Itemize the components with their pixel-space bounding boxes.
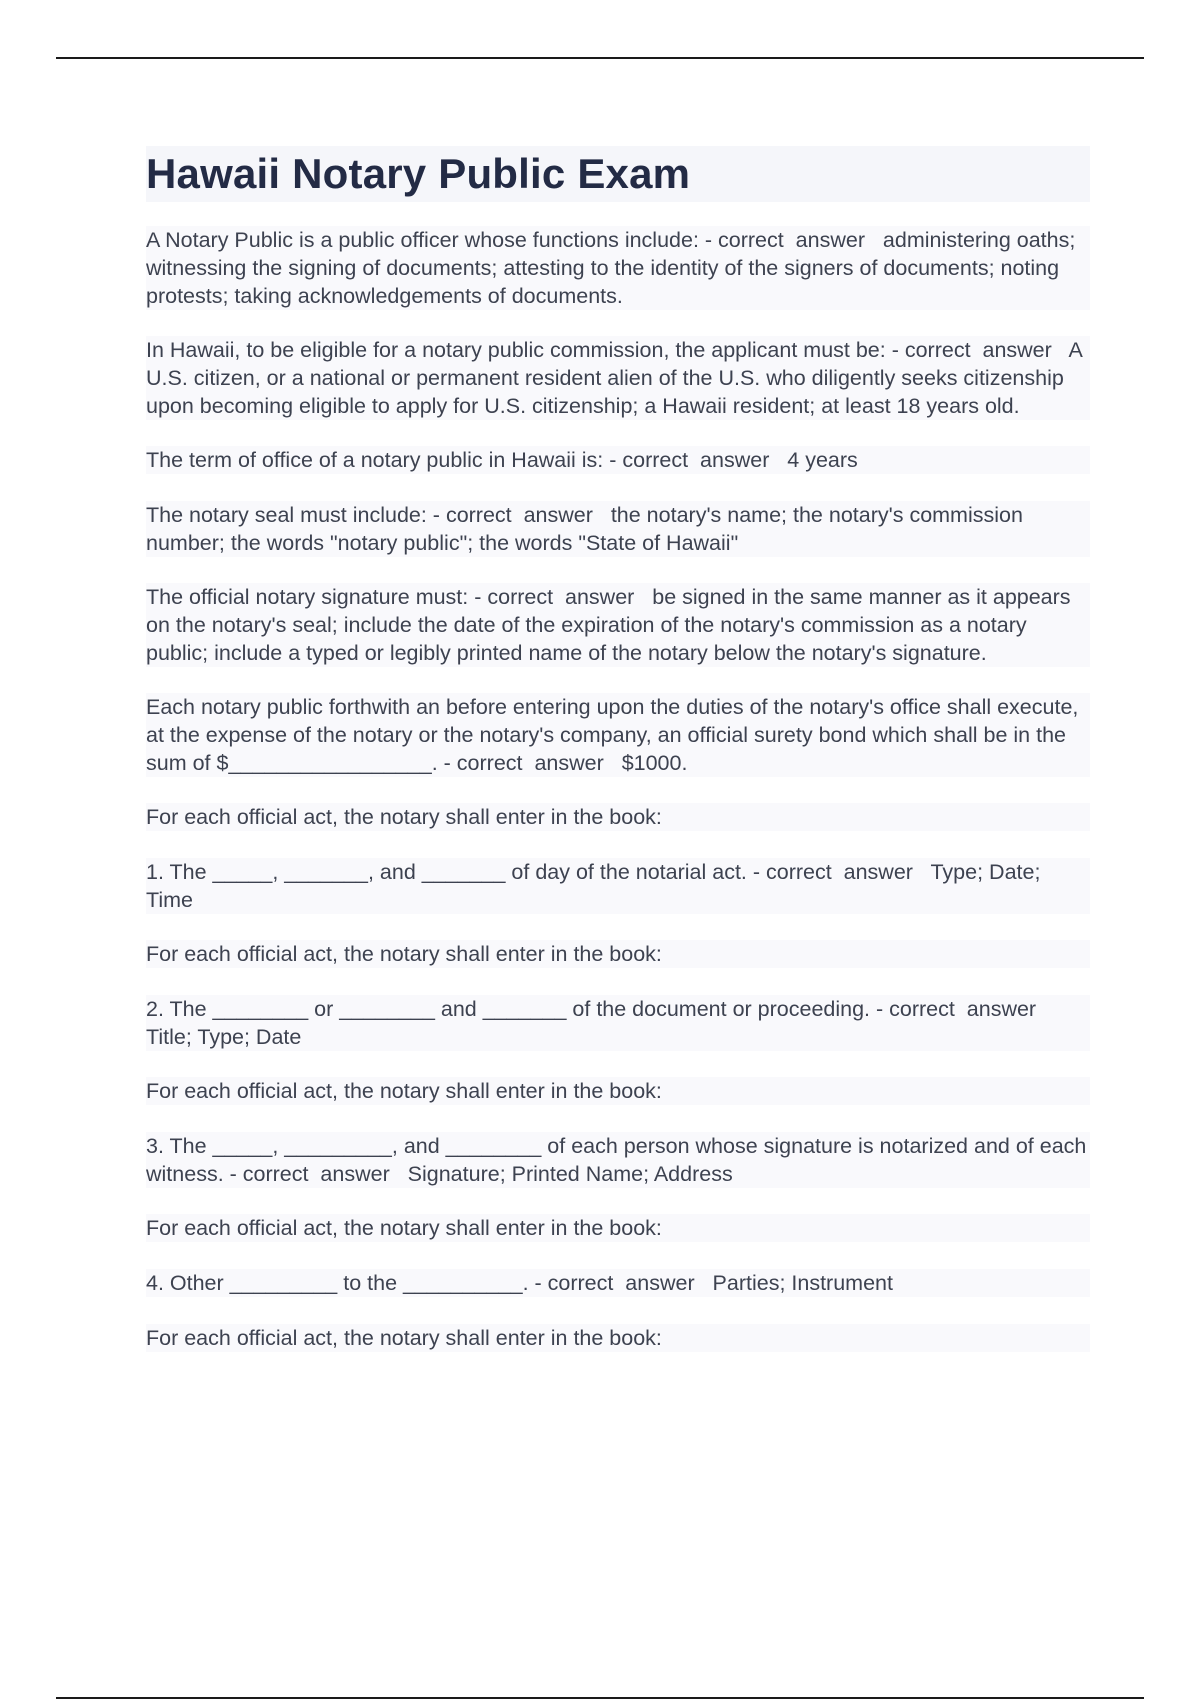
qa-item: The notary seal must include: - correct answer the notary's name; the notary's commission number; the words "notary public"; the words "State of Hawaii" <box>146 501 1090 557</box>
title-band <box>146 146 1090 202</box>
qa-item: A Notary Public is a public officer whose functions include: - correct answer administering oaths; witnessing the signing of documents; attesting to the identity of the signers of documents; noting protests; taking acknowledgements of documents. <box>146 226 1090 310</box>
footer-rule <box>56 1697 1144 1699</box>
qa-item: For each official act, the notary shall enter in the book: <box>146 803 1090 831</box>
qa-item: In Hawaii, to be eligible for a notary public commission, the applicant must be: - correct answer A U.S. citizen, or a national or permanent resident alien of the U.S. who diligently seeks citizenship upon becoming eligible to apply for U.S. citizenship; a Hawaii resident; at least 18 years old. <box>146 338 1089 418</box>
qa-item: 4. Other _________ to the __________. - correct answer Parties; Instrument <box>146 1269 1090 1297</box>
qa-item: The official notary signature must: - correct answer be signed in the same manner as it appears on the notary's seal; include the date of the expiration of the notary's commission as a notary public; include a typed or legibly printed name of the notary below the notary's signature. <box>146 583 1090 667</box>
qa-item: For each official act, the notary shall enter in the book: <box>146 1324 1090 1352</box>
qa-item: 2. The ________ or ________ and _______ of the document or proceeding. - correct answer Title; Type; Date <box>146 995 1090 1051</box>
qa-item: 3. The _____, _________, and ________ of each person whose signature is notarized and of each witness. - correct answer Signature; Printed Name; Address <box>146 1134 1093 1186</box>
header-rule <box>56 57 1144 59</box>
qa-item: For each official act, the notary shall enter in the book: <box>146 1077 1090 1105</box>
qa-item: For each official act, the notary shall enter in the book: <box>146 1214 1090 1242</box>
qa-item: Each notary public forthwith an before entering upon the duties of the notary's office shall execute, at the expense of the notary or the notary's company, an official surety bond which shall be in the sum of $_________________. - correct answer $1000. <box>146 693 1090 777</box>
qa-item: For each official act, the notary shall enter in the book: <box>146 940 1090 968</box>
document-title: Hawaii Notary Public Exam <box>146 150 691 197</box>
qa-item: 1. The _____, _______, and _______ of day of the notarial act. - correct answer Type; Date; Time <box>146 858 1090 914</box>
document-body <box>146 146 1093 1379</box>
qa-item: The term of office of a notary public in Hawaii is: - correct answer 4 years <box>146 446 1090 474</box>
